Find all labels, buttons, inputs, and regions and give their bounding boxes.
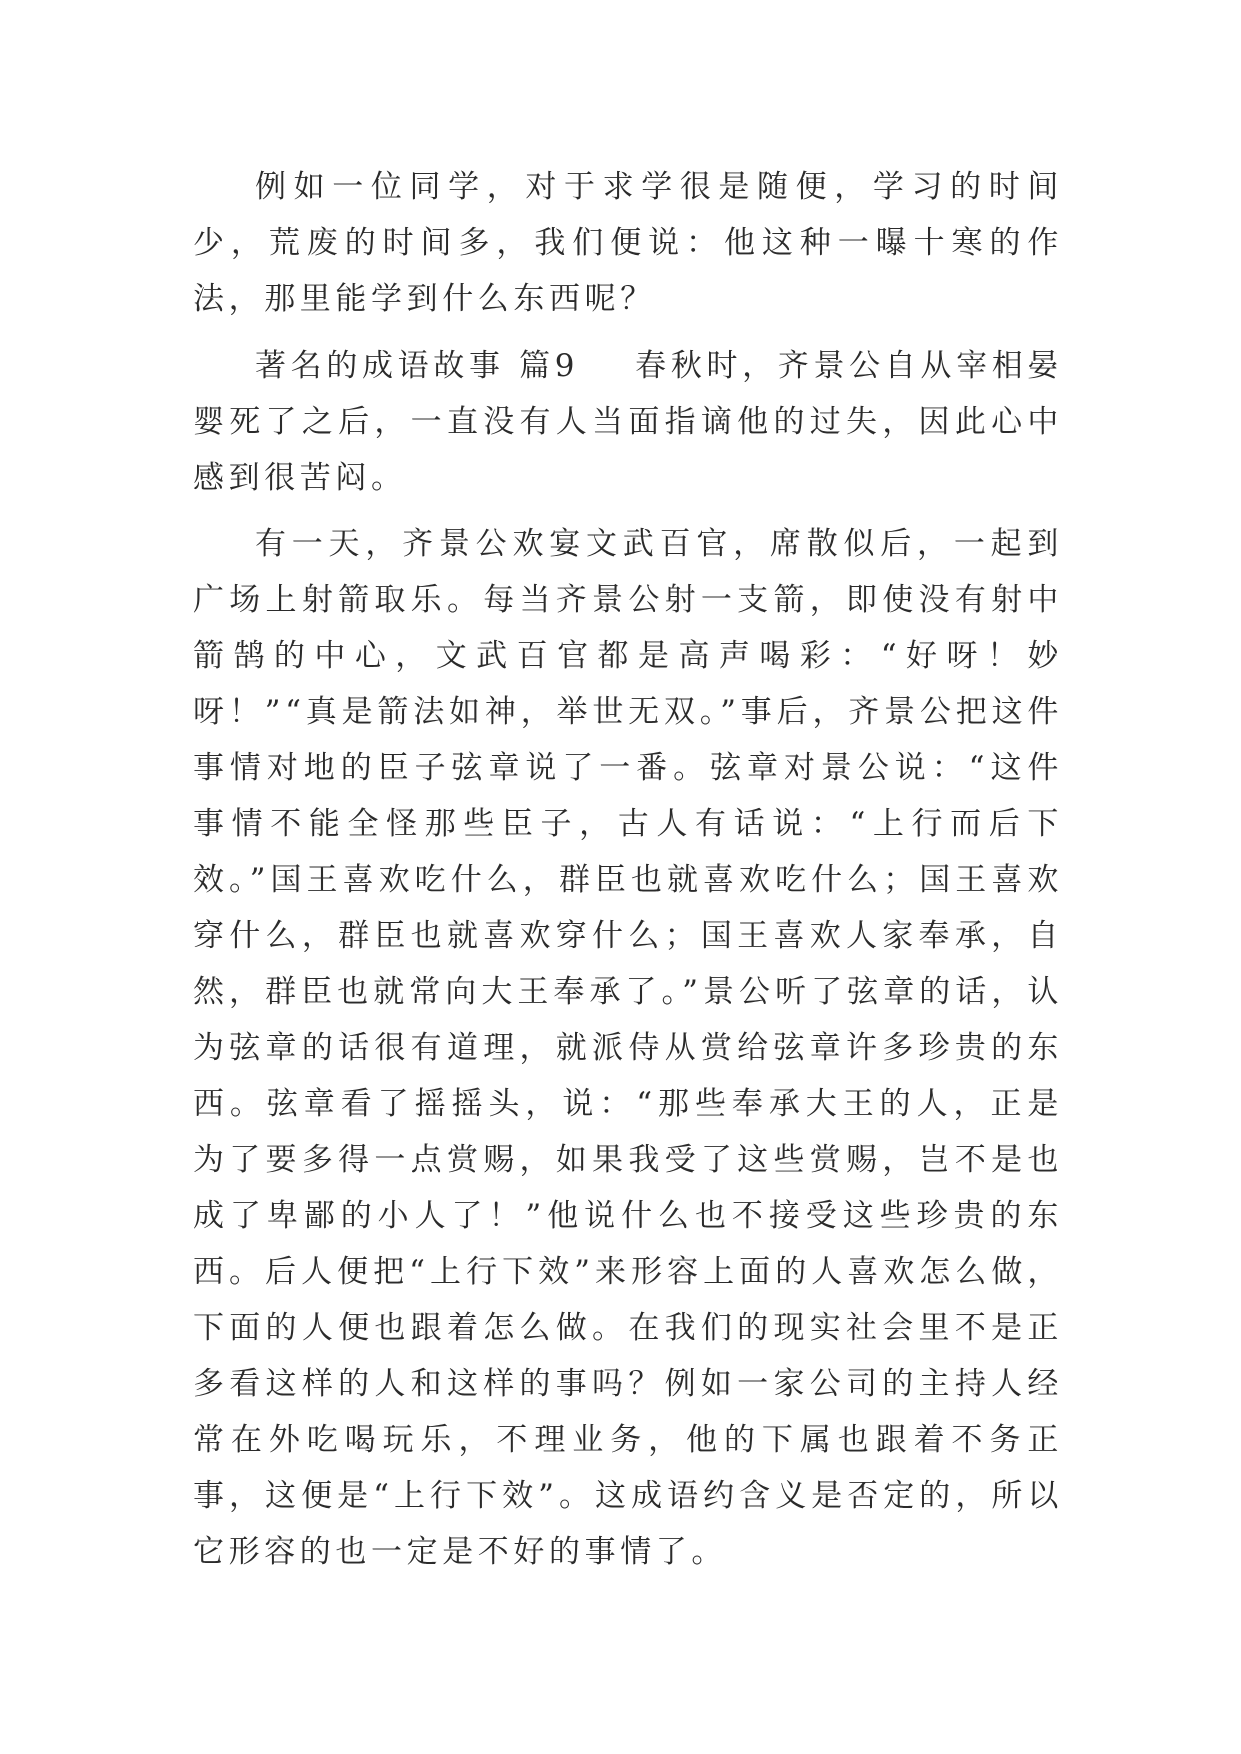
paragraph-text: 有一天，齐景公欢宴文武百官，席散似后，一起到广场上射箭取乐。每当齐景公射一支箭，即使没有射中箭鹄的中心，文武百官都是高声喝彩：“好呀！妙呀！”“真是箭法如神，举世无双。”事后，齐景公把这件事情对地的臣子弦章说了一番。弦章对景公说：“这件事情不能全怪那些臣子，古人有话说：“上行而后下效。”国王喜欢吃什么，群臣也就喜欢吃什么；国王喜欢穿什么，群臣也就喜欢穿什么；国王喜欢人家奉承，自然，群臣也就常向大王奉承了。”景公听了弦章的话，认为弦章的话很有道理，就派侍从赏给弦章许多珍贵的东西。弦章看了摇摇头，说：“那些奉承大王的人，正是为了要多得一点赏赐，如果我受了这些赏赐，岂不是也成了卑鄙的小人了！”他说什么也不接受这些珍贵的东西。后人便把“上行下效”来形容上面的人喜欢怎么做，下面的人便也跟着怎么做。在我们的现实社会里不是正多看这样的人和这样的事吗？例如一家公司的主持人经常在外吃喝玩乐，不理业务，他的下属也跟着不务正事，这便是“上行下效”。这成语约含义是否定的，所以它形容的也一定是不好的事情了。 [193, 526, 1063, 1570]
section-heading: 著名的成语故事 篇9 [255, 348, 580, 384]
paragraph-text: 春秋时，齐景公自从宰相晏婴死了之后，一直没有人当面指谪他的过失，因此心中感到很苦闷。 [193, 348, 1064, 496]
paragraph-block-1 [193, 159, 1063, 327]
paragraph-block-3 [193, 516, 1063, 1580]
paragraph-text: 例如一位同学，对于求学很是随便，学习的时间少，荒废的时间多，我们便说：他这种一曝十寒的作法，那里能学到什么东西呢？ [193, 169, 1063, 317]
paragraph-block-2 [193, 338, 1063, 506]
paragraph-with-heading [193, 338, 1063, 506]
